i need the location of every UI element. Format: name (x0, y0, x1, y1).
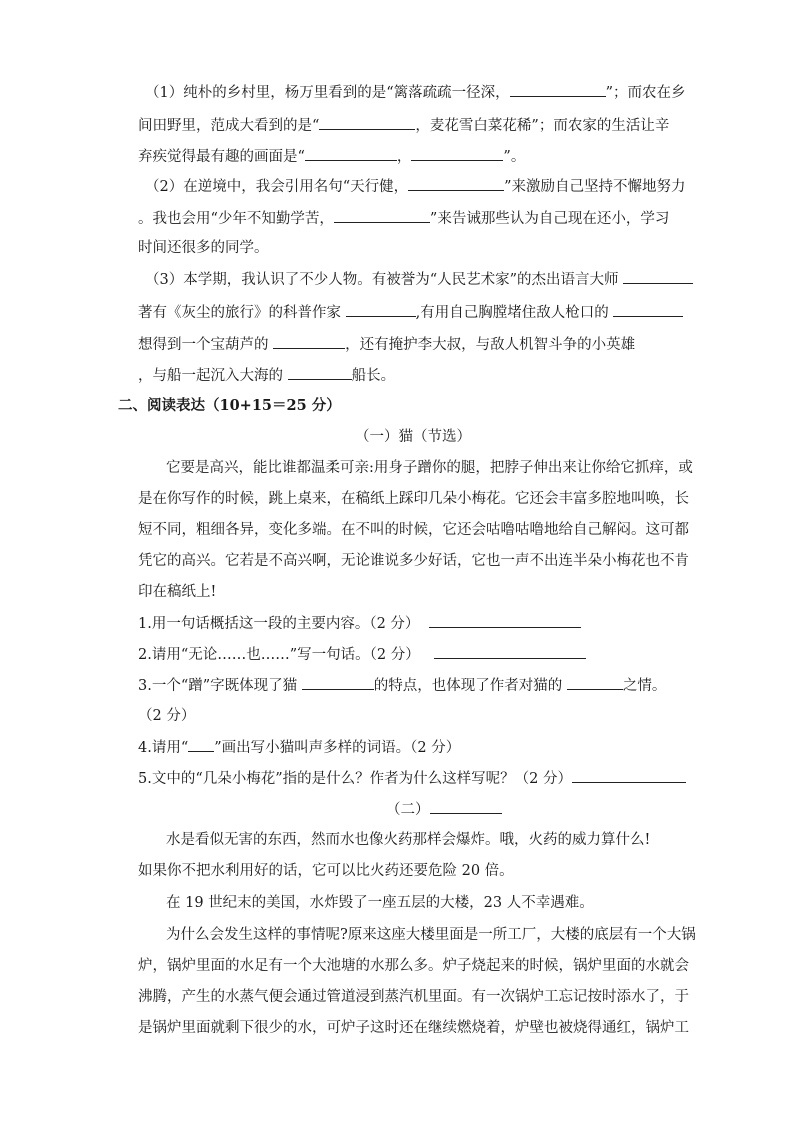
answer-blank[interactable] (434, 644, 586, 659)
text: ”来激励自己坚持不懈地努力 (504, 179, 686, 195)
paragraph-line: 为什么会发生这样的事情呢?原来这座大楼里面是一所工厂，大楼的底层有一个大锅 (166, 927, 696, 943)
paragraph-line: 炉，锅炉里面的水足有一个大池塘的水那么多。炉子烧起来的时候，锅炉里面的水就会 (138, 958, 689, 974)
text: （3）本学期，我认识了不少人物。有被誉为“人民艺术家”的杰出语言大师 (145, 272, 619, 288)
answer-blank[interactable] (613, 302, 683, 317)
paragraph-line: 短不同，粗细各异，变化多端。在不叫的时候，它还会咕噜咕噜地给自己解闷。这可都 (138, 522, 689, 538)
answer-blank[interactable] (302, 675, 374, 690)
answer-blank[interactable] (411, 146, 503, 161)
paragraph-line: 水是看似无害的东西，然而水也像火药那样会爆炸。哦，火药的威力算什么! (166, 832, 651, 848)
text: ”画出写小猫叫声多样的词语。（2 分） (214, 740, 461, 756)
paragraph-line: 在 19 世纪末的美国，水炸毁了一座五层的大楼，23 人不幸遇难。 (166, 895, 594, 911)
text: （2）在逆境中，我会引用名句“天行健， (145, 179, 409, 195)
q2-line-1 (145, 176, 686, 197)
answer-blank[interactable] (623, 269, 693, 284)
question-5 (138, 768, 686, 789)
section-heading: 二、阅读表达（10+15＝25 分） (118, 397, 341, 414)
text: （二） (386, 802, 430, 818)
question-2 (138, 644, 586, 665)
text: 。我也会用“少年不知勤学苦， (138, 211, 334, 227)
text: ，还有掩护李大叔，与敌人机智斗争的小英雄 (345, 337, 636, 353)
underline-sample (188, 737, 214, 752)
answer-blank[interactable] (273, 334, 345, 349)
text: ”。 (503, 149, 526, 165)
paragraph-line: 如果你不把水利用好的话，它可以比火药还要危险 20 倍。 (138, 863, 514, 879)
q1-line-3 (138, 146, 525, 167)
text: 3.一个“蹭”字既体现了猫 (138, 678, 298, 694)
q3-line-3 (138, 334, 635, 355)
paragraph-line: 印在稿纸上! (138, 584, 217, 600)
question-3-points: （2 分） (138, 708, 196, 724)
text: ”；而农在乡 (605, 85, 686, 101)
q3-line-1 (145, 269, 693, 290)
question-1 (138, 613, 581, 634)
text: 著有《灰尘的旅行》的科普作家 (138, 305, 341, 321)
text: （1）纯朴的乡村里，杨万里看到的是“篱落疏疏一径深， (145, 85, 510, 101)
text: 之情。 (622, 678, 667, 694)
answer-blank[interactable] (567, 675, 623, 690)
paragraph-line: 凭它的高兴。它若是不高兴啊，无论谁说多少好话，它也一声不出连半朵小梅花也不肯 (138, 553, 689, 569)
q1-line-2 (138, 115, 669, 136)
passage-title: （一）猫（节选） (355, 429, 471, 445)
answer-blank[interactable] (319, 115, 415, 130)
paragraph-line: 沸腾，产生的水蒸气便会通过管道浸到蒸汽机里面。有一次锅炉工忘记按时添水了，于 (138, 989, 689, 1005)
answer-blank[interactable] (346, 302, 416, 317)
text: 弃疾觉得最有趣的画面是“ (138, 149, 305, 165)
title-blank[interactable] (430, 799, 502, 814)
paragraph-line: 它要是高兴，能比谁都温柔可亲:用身子蹭你的腿，把脖子伸出来让你给它抓痒，或 (166, 460, 693, 476)
q1-line-1 (145, 82, 686, 103)
q3-line-2 (138, 302, 683, 323)
text: 船长。 (351, 368, 396, 384)
question-3 (138, 675, 666, 696)
text: 2.请用“无论……也……”写一句话。（2 分） (138, 647, 420, 663)
text: 1.用一句话概括这一段的主要内容。（2 分） (138, 616, 420, 632)
q3-line-4 (138, 365, 395, 386)
question-4 (138, 737, 460, 758)
text: 想得到一个宝葫芦的 (138, 337, 269, 353)
passage-title-2 (386, 799, 502, 820)
answer-blank[interactable] (408, 176, 504, 191)
answer-blank[interactable] (429, 613, 581, 628)
answer-blank[interactable] (288, 365, 352, 380)
text: ，与船一起沉入大海的 (138, 368, 283, 384)
text: 的特点，也体现了作者对猫的 (373, 678, 563, 694)
q2-line-3: 时间还很多的同学。 (138, 240, 269, 256)
answer-blank[interactable] (510, 82, 606, 97)
paragraph-line: 是锅炉里面就剩下很少的水，可炉子这时还在继续燃烧着，炉壁也被烧得通红，锅炉工 (138, 1020, 689, 1036)
paragraph-line: 是在你写作的时候，跳上桌来，在稿纸上踩印几朵小梅花。它还会丰富多腔地叫唤，长 (138, 491, 689, 507)
text: ， (396, 149, 412, 165)
text: ,有用自己胸膛堵住敌人枪口的 (415, 305, 609, 321)
text: ”来告诫那些认为自己现在还小，学习 (429, 211, 670, 227)
answer-blank[interactable] (572, 768, 686, 783)
text: 4.请用“ (138, 740, 189, 756)
text: 5.文中的“几朵小梅花”指的是什么？作者为什么这样写呢？（2 分） (138, 771, 572, 787)
text: 间田野里，范成大看到的是“ (138, 118, 320, 134)
answer-blank[interactable] (334, 208, 430, 223)
q2-line-2 (138, 208, 669, 229)
answer-blank[interactable] (305, 146, 397, 161)
text: ，麦花雪白菜花稀”；而农家的生活让辛 (415, 118, 670, 134)
